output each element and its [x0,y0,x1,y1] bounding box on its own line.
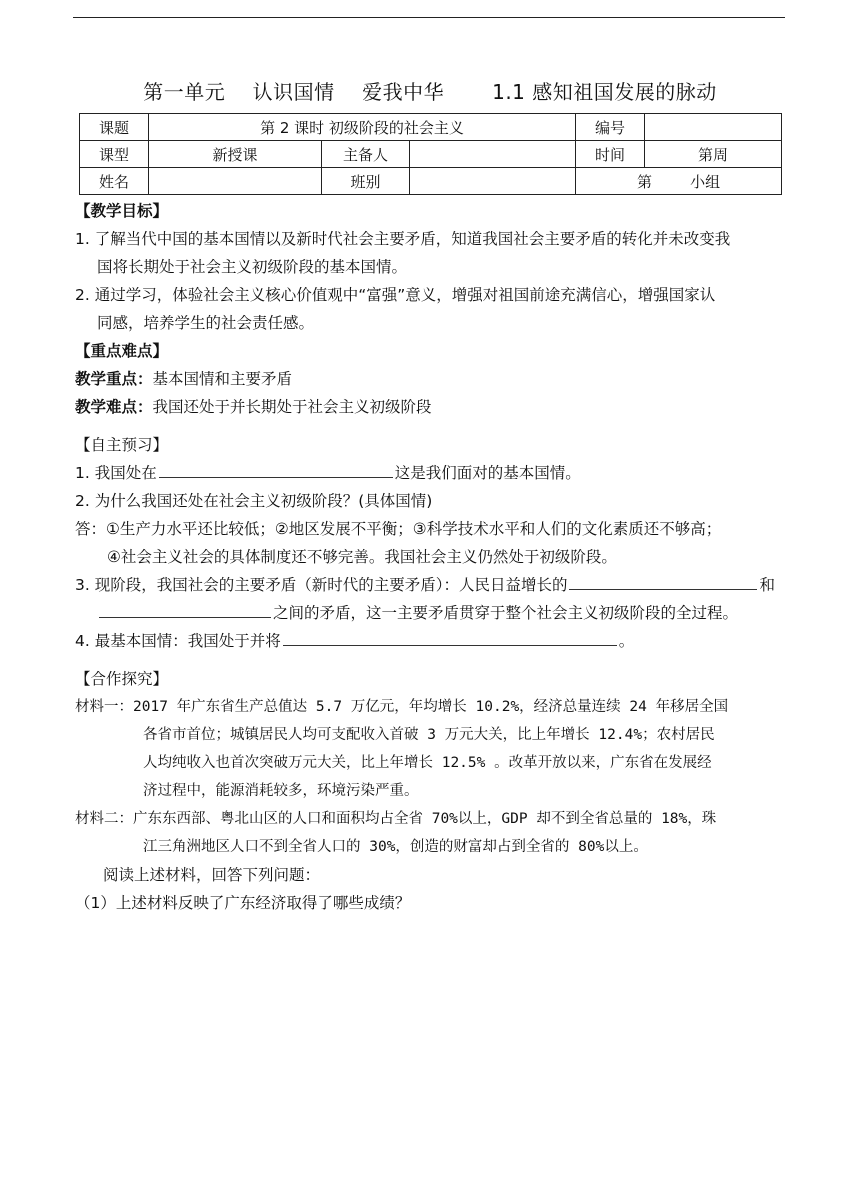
preview-heading: 【自主预习】 [75,436,169,454]
time-value: 第周 [645,141,782,168]
subject-value: 第 2 课时 初级阶段的社会主义 [149,114,576,141]
difficulty-label: 教学难点： [75,398,153,416]
objective-2-line-2: 同感，培养学生的社会责任感。 [97,314,315,332]
preparer-value[interactable] [410,141,576,168]
lesson-info-table [79,113,782,195]
subject-label: 课题 [80,114,149,141]
objective-1-line-1: 1. 了解当代中国的基本国情以及新时代社会主要矛盾，知道我国社会主要矛盾的转化并未改变我 [75,230,731,248]
q3-blank-1[interactable] [569,573,757,590]
name-label: 姓名 [80,168,149,195]
class-value[interactable] [410,168,576,195]
q1-blank[interactable] [159,461,393,478]
q1-text-before: 1. 我国处在 [75,464,157,482]
material-1-line-2: 各省市首位；城镇居民人均可支配收入首破 3 万元大关，比上年增长 12.4%；农村居民 [143,727,715,743]
preview-question-4 [75,627,795,655]
key-points-heading: 【重点难点】 [75,342,169,360]
preview-question-3 [75,571,795,599]
teaching-focus [75,365,795,393]
q3-and: 和 [759,576,775,594]
explore-heading: 【合作探究】 [75,670,169,688]
type-value: 新授课 [149,141,322,168]
preview-question-1 [75,459,795,487]
material-2-line-1: 材料二：广东东西部、粤北山区的人口和面积均占全省 70%以上，GDP 却不到全省总量的 18%，珠 [75,811,717,827]
class-label: 班别 [322,168,410,195]
preview-answer-line-1: 答：①生产力水平还比较低；②地区发展不平衡；③科学技术水平和人们的文化素质还不够高； [75,520,722,538]
q1-text-after: 这是我们面对的基本国情。 [394,464,581,482]
number-label: 编号 [576,114,645,141]
explore-instruction: 阅读上述材料，回答下列问题： [103,866,321,884]
preview-question-3-cont [75,599,795,627]
material-2-line-2: 江三角洲地区人口不到全省人口的 30%，创造的财富却占到全省的 80%以上。 [143,839,648,855]
preview-answer-line-2: ④社会主义社会的具体制度还不够完善。我国社会主义仍然处于初级阶段。 [107,548,617,566]
material-1-line-4: 济过程中，能源消耗较多，环境污染严重。 [143,783,419,799]
explore-question-1: （1）上述材料反映了广东经济取得了哪些成绩？ [75,894,411,912]
teaching-difficulty [75,393,795,421]
time-label: 时间 [576,141,645,168]
focus-text: 基本国情和主要矛盾 [152,370,293,388]
table-row [80,141,782,168]
objective-2-line-1: 2. 通过学习，体验社会主义核心价值观中“富强”意义，增强对祖国前途充满信心，增强国家认 [75,286,716,304]
name-value[interactable] [149,168,322,195]
explore-section [75,665,795,917]
difficulty-text: 我国还处于并长期处于社会主义初级阶段 [152,398,432,416]
number-value[interactable] [645,114,782,141]
table-row [80,168,782,195]
type-label: 课型 [80,141,149,168]
q3-blank-2[interactable] [99,601,271,618]
objectives-section [75,197,795,421]
q4-text-after: 。 [618,632,635,650]
q4-blank[interactable] [283,629,617,646]
group-value: 第 小组 [576,168,782,195]
preview-section [75,431,795,655]
preview-question-2: 2. 为什么我国还处在社会主义初级阶段？(具体国情) [75,492,433,510]
focus-label: 教学重点： [75,370,153,388]
q4-text-before: 4. 最基本国情：我国处于并将 [75,632,281,650]
objectives-heading: 【教学目标】 [75,202,169,220]
q3-text-after: 之间的矛盾，这一主要矛盾贯穿于整个社会主义初级阶段的全过程。 [273,604,739,622]
page-title: 第一单元 认识国情 爱我中华 1.1 感知祖国发展的脉动 [143,80,717,104]
objective-1-line-2: 国将长期处于社会主义初级阶段的基本国情。 [97,258,408,276]
material-1-line-1: 材料一：2017 年广东省生产总值达 5.7 万亿元，年均增长 10.2%，经济总量连续 24 年移居全国 [75,699,729,715]
q3-text: 3. 现阶段，我国社会的主要矛盾（新时代的主要矛盾）：人民日益增长的 [75,576,568,594]
material-1-line-3: 人均纯收入也首次突破万元大关，比上年增长 12.5% 。改革开放以来，广东省在发展经 [143,755,712,771]
preparer-label: 主备人 [322,141,410,168]
top-rule [73,17,785,18]
table-row [80,114,782,141]
